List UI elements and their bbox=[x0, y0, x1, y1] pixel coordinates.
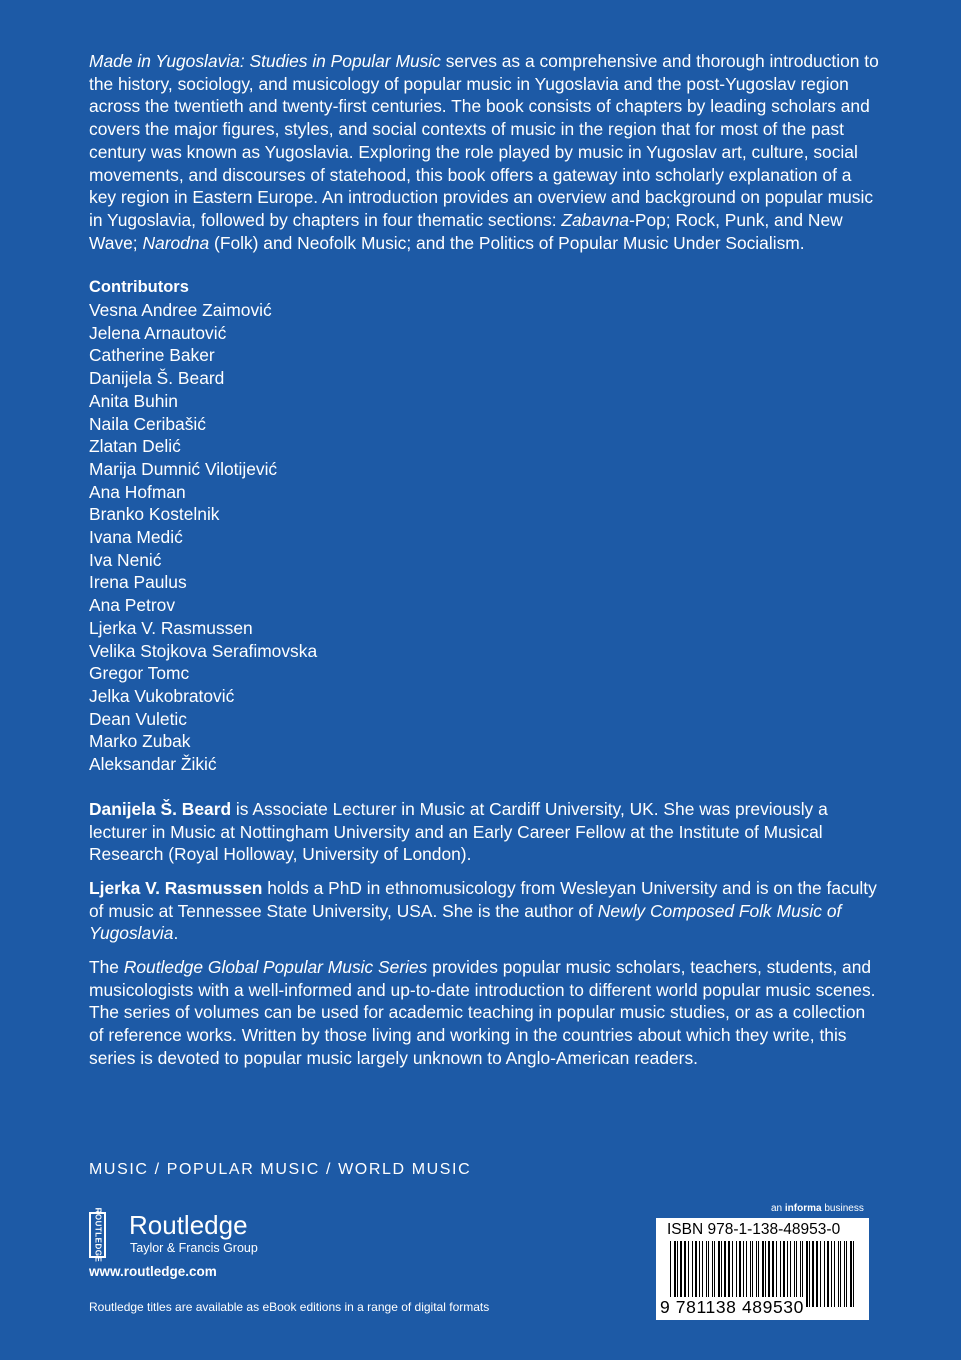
contributor-name: Gregor Tomc bbox=[89, 663, 190, 684]
barcode-bar bbox=[824, 1241, 825, 1307]
contributor-name: Naila Ceribašić bbox=[89, 413, 206, 434]
barcode-bar bbox=[853, 1241, 854, 1307]
contributor-name: Jelka Vukobratović bbox=[89, 685, 235, 706]
barcode-bar bbox=[806, 1241, 808, 1307]
contributor-name: Catherine Baker bbox=[89, 345, 215, 366]
contributor-name: Marko Zubak bbox=[89, 731, 191, 752]
contributor-name: Ana Hofman bbox=[89, 481, 186, 502]
book-description: Made in Yugoslavia: Studies in Popular Music serves as a comprehensive and thorough introduction to the history, sociology, and musicology of popular music in Yugoslavia and the post-Yugoslav region across the twentieth and twenty-first centuries. The book consists of chapters by leading scholars and covers the major figures, styles, and social contexts of music in the region that for most of the past century was known as Yugoslavia. Exploring the role played by music in Yugoslav art, culture, social movements, and discourses of statehood, this book offers a gateway into scholarly explanation of a key region in Eastern Europe. An introduction provides an overview and background on popular music in Yugoslavia, followed by chapters in four thematic sections: Zabavna-Pop; Rock, Punk, and New Wave; Narodna (Folk) and Neofolk Music; and the Politics of Popular Music Under Socialism. bbox=[89, 51, 879, 253]
barcode-bar bbox=[846, 1241, 847, 1307]
informa-business-label: an informa business bbox=[771, 1203, 864, 1214]
back-cover-content bbox=[89, 50, 879, 1070]
barcode-bar bbox=[834, 1241, 835, 1307]
contributor-name: Iva Nenić bbox=[89, 549, 162, 570]
contributor-name: Danijela Š. Beard bbox=[89, 368, 225, 389]
series-description: The Routledge Global Popular Music Series provides popular music scholars, teachers, students, and musicologists with a well-informed and up-to-date introduction to different world popular music scenes. The series of volumes can be used for academic teaching in popular music studies, or as a collection of reference works. Written by those living and working in the countries about which they write, this series is devoted to popular music largely unknown to Anglo-American readers. bbox=[89, 957, 876, 1068]
ebook-note: Routledge titles are available as eBook editions in a range of digital formats bbox=[89, 1300, 490, 1314]
barcode-bar bbox=[831, 1241, 832, 1307]
barcode-bar bbox=[840, 1241, 841, 1307]
barcode-bar bbox=[850, 1241, 852, 1307]
barcode-bar bbox=[809, 1241, 810, 1307]
contributor-name: Aleksandar Žikić bbox=[89, 754, 217, 775]
publisher-group: Taylor & Francis Group bbox=[130, 1241, 258, 1255]
barcode-digits: 9 781138 489530 bbox=[660, 1297, 804, 1317]
barcode-bar bbox=[812, 1241, 814, 1307]
subject-categories: MUSIC / POPULAR MUSIC / WORLD MUSIC bbox=[89, 1161, 472, 1178]
contributors-heading: Contributors bbox=[89, 278, 189, 297]
publisher-website: www.routledge.com bbox=[89, 1264, 217, 1279]
barcode-bar bbox=[816, 1241, 818, 1307]
barcode-bar bbox=[844, 1241, 845, 1307]
barcode-bar bbox=[838, 1241, 839, 1307]
contributor-name: Zlatan Delić bbox=[89, 436, 181, 457]
contributor-name: Anita Buhin bbox=[89, 390, 178, 411]
contributor-name: Ana Petrov bbox=[89, 595, 176, 616]
contributor-name: Vesna Andree Zaimović bbox=[89, 300, 272, 321]
contributor-name: Ljerka V. Rasmussen bbox=[89, 617, 253, 638]
contributors-list bbox=[89, 299, 879, 776]
barcode-bar bbox=[820, 1241, 821, 1307]
contributor-name: Velika Stojkova Serafimovska bbox=[89, 640, 318, 661]
editor-bio-rasmussen: Ljerka V. Rasmussen holds a PhD in ethnomusicology from Wesleyan University and is on the faculty of music at Tennessee State University, USA. She is the author of Newly Composed Folk Music of Yugoslavia. bbox=[89, 877, 877, 944]
contributor-name: Branko Kostelnik bbox=[89, 504, 220, 525]
barcode bbox=[656, 1218, 869, 1320]
book-title: Made in Yugoslavia: Studies in Popular Music bbox=[89, 51, 441, 71]
contributor-name: Marija Dumnić Vilotijević bbox=[89, 458, 278, 479]
isbn-label: ISBN 978-1-138-48953-0 bbox=[667, 1221, 841, 1238]
routledge-logo-mark: ROUTLEDGE bbox=[89, 1212, 106, 1258]
publisher-name: Routledge bbox=[129, 1210, 248, 1240]
barcode-bar bbox=[827, 1241, 829, 1307]
contributor-name: Irena Paulus bbox=[89, 572, 187, 593]
contributor-name: Dean Vuletic bbox=[89, 708, 187, 729]
contributor-name: Jelena Arnautović bbox=[89, 322, 227, 343]
contributor-name: Ivana Medić bbox=[89, 527, 183, 548]
series-name: Routledge Global Popular Music Series bbox=[123, 957, 428, 978]
editor-bio-beard: Danijela Š. Beard is Associate Lecturer in Music at Cardiff University, UK. She was previously a lecturer in Music at Nottingham University and an Early Career Fellow at the Institute of Musical Research (Royal Holloway, University of London). bbox=[89, 798, 828, 865]
